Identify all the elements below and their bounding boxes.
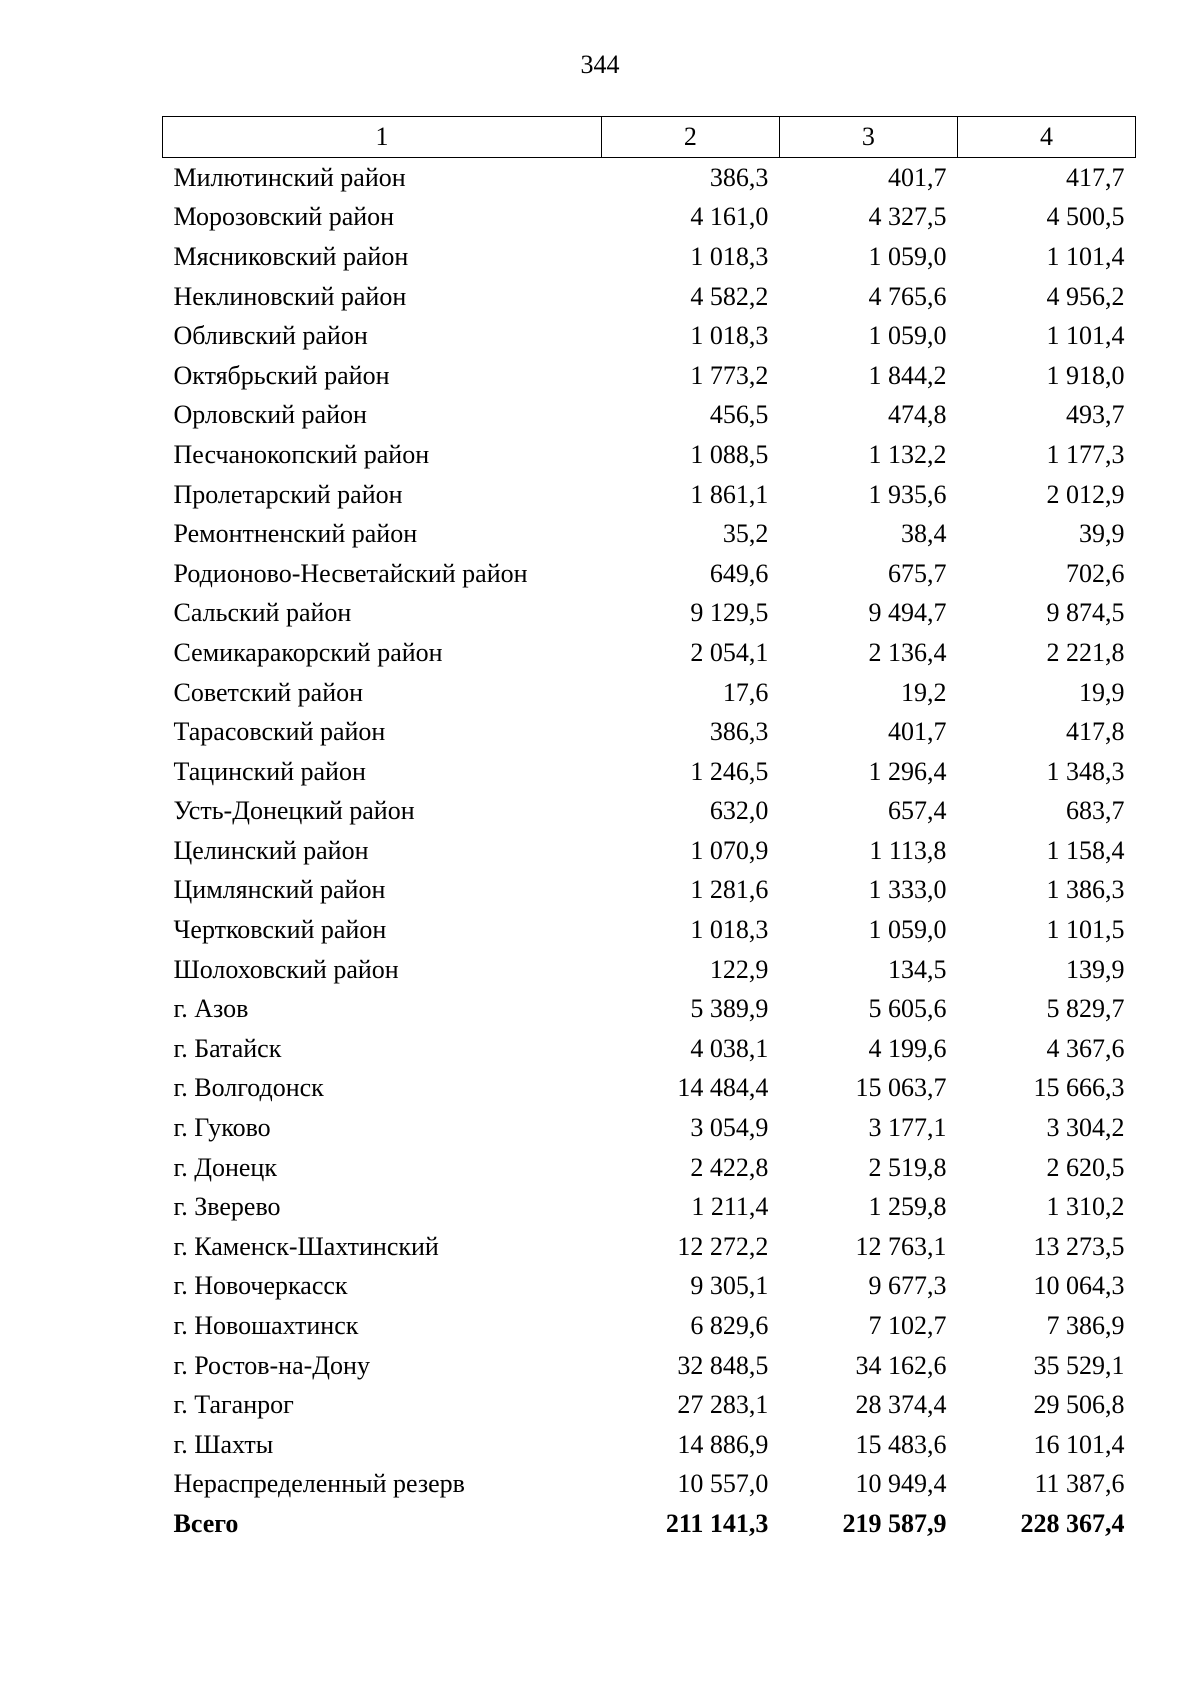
row-name: Орловский район <box>173 400 367 430</box>
table-row <box>163 989 1136 1029</box>
value-col-4: 15 666,3 <box>1033 1073 1125 1103</box>
value-col-2: 456,5 <box>709 400 769 430</box>
value-col-3: 9 677,3 <box>868 1271 947 1301</box>
table-row <box>163 1267 1136 1307</box>
value-col-3: 1 296,4 <box>868 756 947 786</box>
value-col-3: 1 259,8 <box>868 1192 947 1222</box>
row-name: г. Зверево <box>173 1192 281 1222</box>
value-col-2: 1 281,6 <box>690 875 769 905</box>
value-col-4: 7 386,9 <box>1046 1311 1125 1341</box>
row-name: Сальский район <box>173 598 352 628</box>
value-col-3: 1 113,8 <box>869 835 947 865</box>
value-col-3: 19,2 <box>900 677 947 707</box>
value-col-2: 1 211,4 <box>691 1192 769 1222</box>
table-row <box>163 633 1136 673</box>
value-col-2: 4 161,0 <box>690 202 769 232</box>
value-col-2: 1 088,5 <box>690 439 769 469</box>
row-name: г. Таганрог <box>173 1390 294 1420</box>
value-col-2: 1 018,3 <box>690 915 769 945</box>
table-row <box>163 1069 1136 1109</box>
value-col-2: 1 018,3 <box>690 241 769 271</box>
row-name: г. Новошахтинск <box>173 1311 359 1341</box>
table-row <box>163 237 1136 277</box>
value-col-4: 16 101,4 <box>1033 1429 1125 1459</box>
value-col-4: 1 101,4 <box>1046 241 1125 271</box>
row-name: Нераспределенный резерв <box>173 1469 465 1499</box>
value-col-2: 4 582,2 <box>690 281 769 311</box>
value-col-3: 4 765,6 <box>868 281 947 311</box>
row-name: Цимлянский район <box>173 875 386 905</box>
value-col-4: 1 101,5 <box>1046 915 1125 945</box>
row-name: Целинский район <box>173 835 369 865</box>
value-col-4: 417,7 <box>1066 162 1125 192</box>
table-row <box>163 831 1136 871</box>
value-col-2: 9 129,5 <box>690 598 769 628</box>
table-row <box>163 198 1136 238</box>
value-col-3: 1 059,0 <box>868 241 947 271</box>
value-col-4: 5 829,7 <box>1046 994 1125 1024</box>
value-col-3: 401,7 <box>887 162 947 192</box>
value-col-4: 1 348,3 <box>1046 756 1125 786</box>
table-row <box>163 1306 1136 1346</box>
row-name: Родионово-Несветайский район <box>173 558 528 588</box>
value-col-4: 2 012,9 <box>1046 479 1125 509</box>
value-col-3: 1 059,0 <box>868 915 947 945</box>
row-name: Усть-Донецкий район <box>173 796 415 826</box>
total-row <box>163 1504 1136 1544</box>
value-col-2: 1 018,3 <box>690 321 769 351</box>
row-name: Тацинский район <box>173 756 366 786</box>
value-col-2: 9 305,1 <box>690 1271 769 1301</box>
table-row <box>163 1425 1136 1465</box>
table-row <box>163 1029 1136 1069</box>
value-col-2: 632,0 <box>709 796 769 826</box>
value-col-3: 657,4 <box>887 796 947 826</box>
row-name: Пролетарский район <box>173 479 403 509</box>
value-col-3: 2 519,8 <box>868 1152 947 1182</box>
value-col-3: 38,4 <box>900 519 947 549</box>
row-name: Неклиновский район <box>173 281 407 311</box>
budget-table <box>162 116 1136 1544</box>
row-name: Ремонтненский район <box>173 519 418 549</box>
row-name: г. Каменск-Шахтинский <box>173 1231 439 1261</box>
table-row <box>163 1108 1136 1148</box>
value-col-2: 27 283,1 <box>677 1390 769 1420</box>
value-col-3: 7 102,7 <box>868 1311 947 1341</box>
table-row <box>163 277 1136 317</box>
row-name: Милютинский район <box>173 162 406 192</box>
table-body <box>163 158 1136 1544</box>
row-name: г. Волгодонск <box>173 1073 324 1103</box>
value-col-4: 3 304,2 <box>1046 1113 1125 1143</box>
value-col-2: 14 886,9 <box>677 1429 769 1459</box>
value-col-2: 2 422,8 <box>690 1152 769 1182</box>
value-col-2: 386,3 <box>709 717 769 747</box>
value-col-3: 28 374,4 <box>855 1390 947 1420</box>
value-col-3: 4 199,6 <box>868 1033 947 1063</box>
value-col-2: 1 246,5 <box>690 756 769 786</box>
row-name: г. Ростов-на-Дону <box>173 1350 370 1380</box>
table-row <box>163 1148 1136 1188</box>
row-name: Морозовский район <box>173 202 395 232</box>
value-col-4: 11 387,6 <box>1034 1469 1125 1499</box>
table-row <box>163 396 1136 436</box>
value-col-2: 6 829,6 <box>690 1311 769 1341</box>
table-row <box>163 1465 1136 1505</box>
value-col-4: 4 956,2 <box>1046 281 1125 311</box>
table-row <box>163 1187 1136 1227</box>
table-row <box>163 514 1136 554</box>
table-row <box>163 356 1136 396</box>
column-header-1: 1 <box>163 117 602 158</box>
value-col-4: 35 529,1 <box>1033 1350 1125 1380</box>
value-col-4: 2 620,5 <box>1046 1152 1125 1182</box>
value-col-3: 3 177,1 <box>868 1113 947 1143</box>
table-row <box>163 435 1136 475</box>
value-col-2: 14 484,4 <box>677 1073 769 1103</box>
row-name: Чертковский район <box>173 915 387 945</box>
value-col-4: 39,9 <box>1079 519 1125 549</box>
table-row <box>163 1227 1136 1267</box>
table-row <box>163 673 1136 713</box>
table-row <box>163 752 1136 792</box>
value-col-3: 10 949,4 <box>855 1469 947 1499</box>
value-col-4: 29 506,8 <box>1033 1390 1125 1420</box>
value-col-3: 1 844,2 <box>868 360 947 390</box>
value-col-3: 4 327,5 <box>868 202 947 232</box>
value-col-4: 139,9 <box>1066 954 1125 984</box>
total-col-2: 211 141,3 <box>665 1508 769 1538</box>
value-col-2: 1 861,1 <box>690 479 769 509</box>
value-col-4: 4 500,5 <box>1046 202 1125 232</box>
value-col-4: 1 177,3 <box>1046 439 1125 469</box>
table-row <box>163 910 1136 950</box>
column-header-4: 4 <box>957 117 1135 158</box>
table-row <box>163 158 1136 198</box>
total-col-3: 219 587,9 <box>842 1508 947 1538</box>
value-col-4: 9 874,5 <box>1046 598 1125 628</box>
table-row <box>163 950 1136 990</box>
value-col-4: 1 158,4 <box>1046 835 1125 865</box>
value-col-3: 474,8 <box>887 400 947 430</box>
value-col-2: 32 848,5 <box>677 1350 769 1380</box>
value-col-2: 12 272,2 <box>677 1231 769 1261</box>
row-name: г. Донецк <box>173 1152 277 1182</box>
row-name: Шолоховский район <box>173 954 399 984</box>
value-col-2: 1 773,2 <box>690 360 769 390</box>
value-col-2: 35,2 <box>722 519 769 549</box>
row-name: г. Азов <box>173 994 249 1024</box>
row-name: г. Батайск <box>173 1033 282 1063</box>
total-label: Всего <box>173 1508 239 1538</box>
value-col-3: 15 483,6 <box>855 1429 947 1459</box>
total-col-4: 228 367,4 <box>1020 1508 1125 1538</box>
value-col-3: 675,7 <box>887 558 947 588</box>
row-name: Песчанокопский район <box>173 439 430 469</box>
row-name: Октябрьский район <box>173 360 390 390</box>
value-col-2: 2 054,1 <box>690 637 769 667</box>
page-number: 344 <box>580 50 620 79</box>
value-col-4: 683,7 <box>1066 796 1125 826</box>
value-col-3: 401,7 <box>887 717 947 747</box>
value-col-4: 2 221,8 <box>1046 637 1125 667</box>
value-col-3: 2 136,4 <box>868 637 947 667</box>
value-col-3: 15 063,7 <box>855 1073 947 1103</box>
value-col-2: 4 038,1 <box>690 1033 769 1063</box>
value-col-4: 702,6 <box>1066 558 1125 588</box>
value-col-4: 1 310,2 <box>1046 1192 1125 1222</box>
table-row <box>163 871 1136 911</box>
value-col-2: 1 070,9 <box>690 835 769 865</box>
row-name: Семикаракорский район <box>173 637 443 667</box>
value-col-4: 1 386,3 <box>1046 875 1125 905</box>
value-col-4: 4 367,6 <box>1046 1033 1125 1063</box>
value-col-3: 1 059,0 <box>868 321 947 351</box>
value-col-3: 34 162,6 <box>855 1350 947 1380</box>
value-col-3: 1 132,2 <box>868 439 947 469</box>
row-name: г. Новочеркасск <box>173 1271 348 1301</box>
value-col-2: 649,6 <box>709 558 769 588</box>
row-name: Советский район <box>173 677 364 707</box>
value-col-3: 1 333,0 <box>868 875 947 905</box>
row-name: г. Шахты <box>173 1429 274 1459</box>
value-col-4: 1 918,0 <box>1046 360 1125 390</box>
value-col-2: 10 557,0 <box>677 1469 769 1499</box>
value-col-3: 134,5 <box>887 954 947 984</box>
column-header-3: 3 <box>779 117 957 158</box>
value-col-4: 13 273,5 <box>1033 1231 1125 1261</box>
value-col-4: 417,8 <box>1066 717 1125 747</box>
value-col-4: 19,9 <box>1079 677 1125 707</box>
table-row <box>163 712 1136 752</box>
value-col-2: 386,3 <box>709 162 769 192</box>
value-col-4: 10 064,3 <box>1033 1271 1125 1301</box>
row-name: г. Гуково <box>173 1113 271 1143</box>
value-col-3: 12 763,1 <box>855 1231 947 1261</box>
value-col-2: 3 054,9 <box>690 1113 769 1143</box>
value-col-3: 5 605,6 <box>868 994 947 1024</box>
table-row <box>163 1346 1136 1386</box>
table-row <box>163 316 1136 356</box>
value-col-4: 493,7 <box>1066 400 1125 430</box>
value-col-2: 122,9 <box>709 954 769 984</box>
value-col-3: 1 935,6 <box>868 479 947 509</box>
table-row <box>163 475 1136 515</box>
row-name: Тарасовский район <box>173 717 386 747</box>
row-name: Обливский район <box>173 321 368 351</box>
table-row <box>163 594 1136 634</box>
value-col-2: 17,6 <box>722 677 769 707</box>
table-row <box>163 792 1136 832</box>
value-col-4: 1 101,4 <box>1046 321 1125 351</box>
table-row <box>163 554 1136 594</box>
value-col-3: 9 494,7 <box>868 598 947 628</box>
header-row <box>163 117 1136 158</box>
column-header-2: 2 <box>601 117 779 158</box>
value-col-2: 5 389,9 <box>690 994 769 1024</box>
row-name: Мясниковский район <box>173 241 409 271</box>
table-row <box>163 1385 1136 1425</box>
